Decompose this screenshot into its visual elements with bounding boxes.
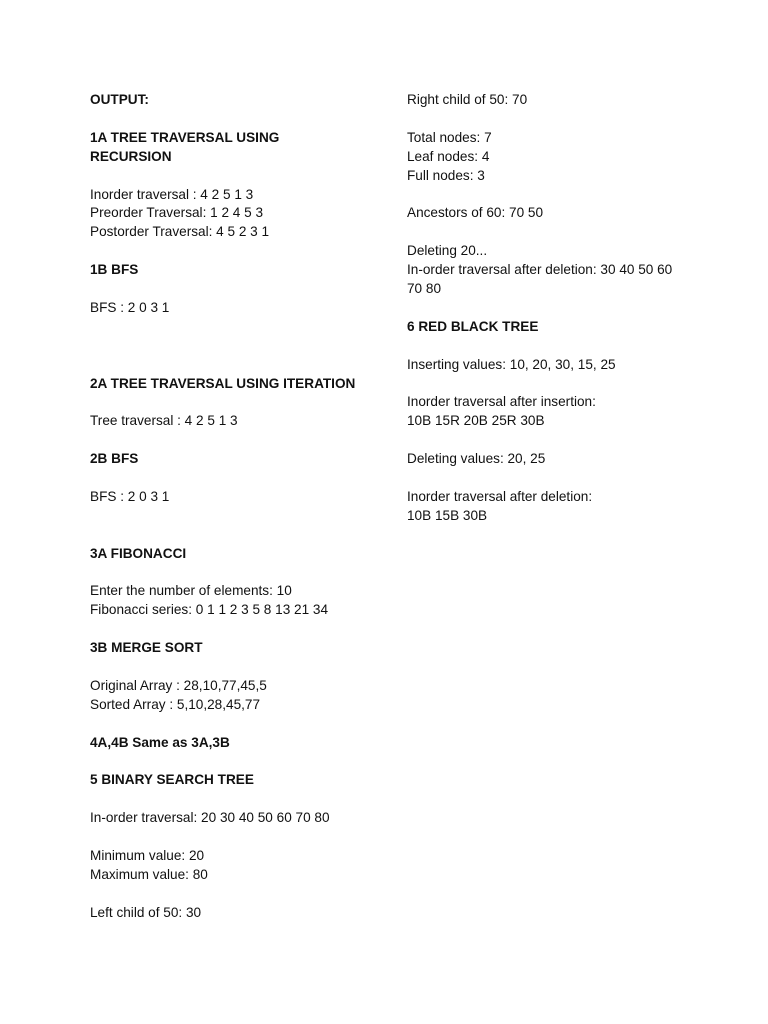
section-3a-title: 3A FIBONACCI [90, 545, 187, 561]
section-2a-title: 2A TREE TRAVERSAL USING ITERATION [90, 375, 356, 391]
bst-max-line: Maximum value: 80 [90, 866, 208, 882]
section-2b-title: 2B BFS [90, 451, 139, 467]
tree-traversal-line: Tree traversal : 4 2 5 1 3 [90, 413, 238, 429]
bfs-line-2b: BFS : 2 0 3 1 [90, 488, 170, 504]
output-heading: OUTPUT: [90, 92, 149, 107]
section-6-title: 6 RED BLACK TREE [407, 318, 539, 334]
fibonacci-series-line: Fibonacci series: 0 1 1 2 3 5 8 13 21 34 [90, 602, 329, 618]
rbt-deleting-line: Deleting values: 20, 25 [407, 451, 546, 467]
section-3b-title: 3B MERGE SORT [90, 640, 203, 656]
inorder-line: Inorder traversal : 4 2 5 1 3 [90, 186, 254, 202]
bst-leaf-nodes-line: Leaf nodes: 4 [407, 148, 490, 164]
bst-left-child-line: Left child of 50: 30 [90, 904, 202, 920]
section-1b-title: 1B BFS [90, 262, 139, 278]
bst-full-nodes-line: Full nodes: 3 [407, 167, 485, 183]
fibonacci-enter-line: Enter the number of elements: 10 [90, 583, 292, 599]
left-column [90, 91, 390, 923]
bst-total-nodes-line: Total nodes: 7 [407, 129, 492, 145]
rbt-inserting-line: Inserting values: 10, 20, 30, 15, 25 [407, 356, 616, 372]
rbt-after-delete-label: Inorder traversal after deletion: [407, 488, 593, 504]
bst-deleting-line: Deleting 20... [407, 243, 488, 259]
bst-right-child-line: Right child of 50: 70 [407, 92, 528, 107]
section-5-title: 5 BINARY SEARCH TREE [90, 772, 254, 788]
rbt-after-insert-value: 10B 15R 20B 25R 30B [407, 413, 545, 429]
sorted-array-line: Sorted Array : 5,10,28,45,77 [90, 696, 261, 712]
bst-ancestors-line: Ancestors of 60: 70 50 [407, 205, 544, 221]
rbt-after-delete-value: 10B 15B 30B [407, 507, 488, 523]
section-1a-title: 1A TREE TRAVERSAL USING RECURSION [90, 129, 280, 164]
bst-after-deletion-line: In-order traversal after deletion: 30 40 50 60 70 80 [407, 262, 673, 297]
preorder-line: Preorder Traversal: 1 2 4 5 3 [90, 205, 264, 221]
postorder-line: Postorder Traversal: 4 5 2 3 1 [90, 224, 270, 240]
bst-min-line: Minimum value: 20 [90, 847, 205, 863]
bst-inorder-line: In-order traversal: 20 30 40 50 60 70 80 [90, 810, 330, 826]
bfs-line-1b: BFS : 2 0 3 1 [90, 299, 170, 315]
rbt-after-insert-label: Inorder traversal after insertion: [407, 394, 596, 410]
right-column [407, 91, 697, 526]
section-4-title: 4A,4B Same as 3A,3B [90, 734, 230, 750]
original-array-line: Original Array : 28,10,77,45,5 [90, 677, 267, 693]
